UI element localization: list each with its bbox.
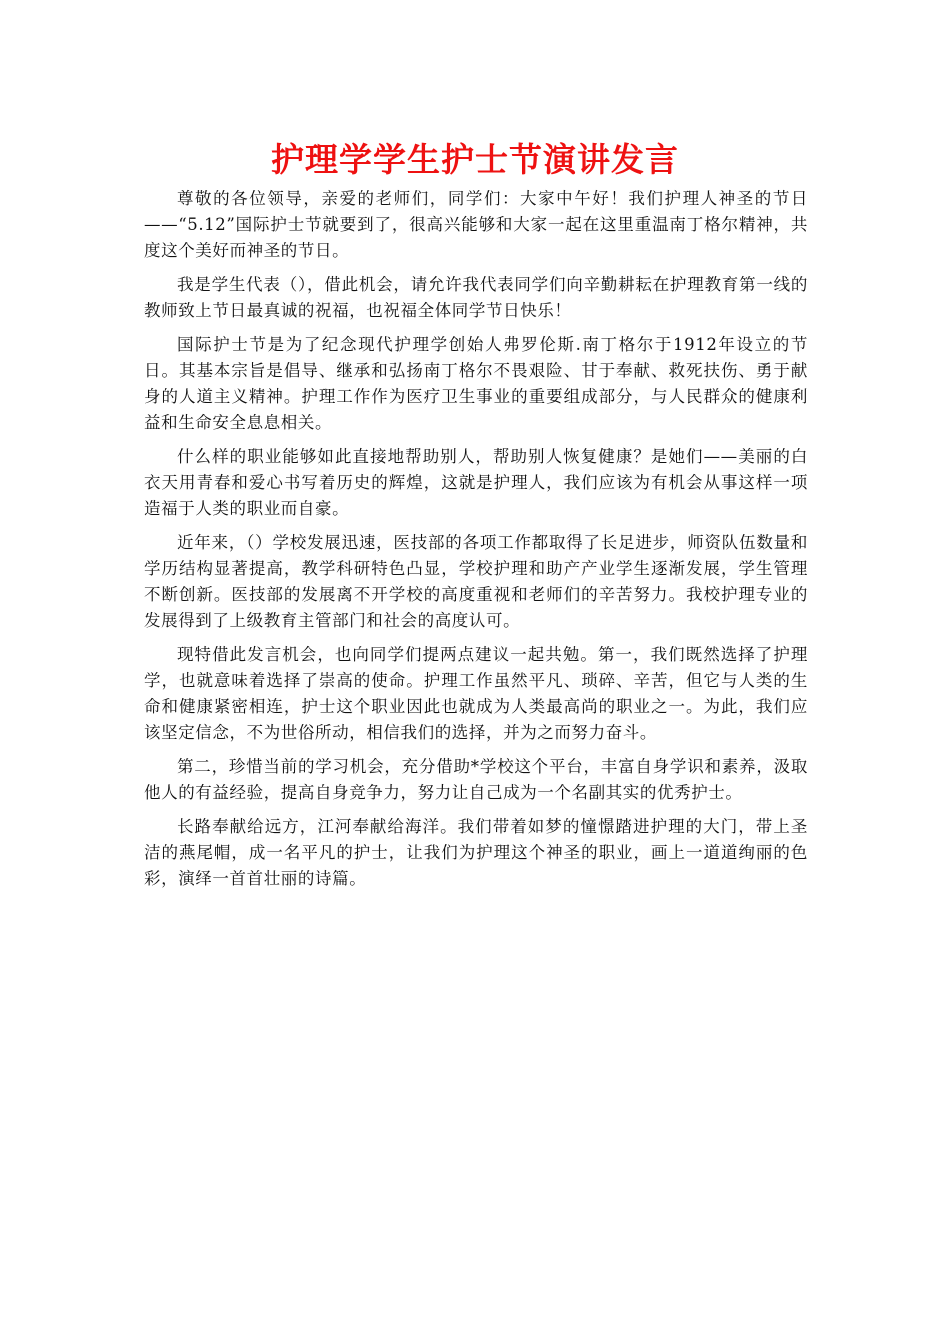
paragraph-closing: 长路奉献给远方，江河奉献给海洋。我们带着如梦的憧憬踏进护理的大门，带上圣洁的燕尾帽，成一名平凡的护士，让我们为护理这个神圣的职业，画上一道道绚丽的色彩，演绎一首首壮丽的诗篇。 <box>144 817 808 888</box>
paragraph-nurses-day-origin: 国际护士节是为了纪念现代护理学创始人弗罗伦斯.南丁格尔于1912年设立的节日。其基本宗旨是倡导、继承和弘扬南丁格尔不畏艰险、甘于奉献、救死扶伤、勇于献身的人道主义精神。护理工作作为医疗卫生事业的重要组成部分，与人民群众的健康利益和生命安全息息相关。 <box>144 335 808 432</box>
paragraph-greeting: 尊敬的各位领导，亲爱的老师们，同学们：大家中午好！我们护理人神圣的节日——“5.12”国际护士节就要到了，很高兴能够和大家一起在这里重温南丁格尔精神，共度这个美好而神圣的节日。 <box>144 189 808 260</box>
paragraph-school-development: 近年来，（）学校发展迅速，医技部的各项工作都取得了长足进步，师资队伍数量和学历结构显著提高，教学科研特色凸显，学校护理和助产产业学生逐渐发展，学生管理不断创新。医技部的发展离不开学校的高度重视和老师们的辛苦努力。我校护理专业的发展得到了上级教育主管部门和社会的高度认可。 <box>144 533 808 630</box>
paragraph-profession: 什么样的职业能够如此直接地帮助别人，帮助别人恢复健康？是她们——美丽的白衣天用青春和爱心书写着历史的辉煌，这就是护理人，我们应该为有机会从事这样一项造福于人类的职业而自豪。 <box>144 447 808 518</box>
paragraph-representative: 我是学生代表（），借此机会，请允许我代表同学们向辛勤耕耘在护理教育第一线的教师致上节日最真诚的祝福，也祝福全体同学节日快乐！ <box>144 275 808 320</box>
document-body <box>144 186 808 900</box>
paragraph-suggestion-two: 第二，珍惜当前的学习机会，充分借助*学校这个平台，丰富自身学识和素养，汲取他人的有益经验，提高自身竞争力，努力让自己成为一个名副其实的优秀护士。 <box>144 757 808 802</box>
document-title: 护理学学生护士节演讲发言 <box>271 140 679 179</box>
paragraph-suggestion-one: 现特借此发言机会，也向同学们提两点建议一起共勉。第一，我们既然选择了护理学，也就意味着选择了崇高的使命。护理工作虽然平凡、琐碎、辛苦，但它与人类的生命和健康紧密相连，护士这个职业因此也就成为人类最高尚的职业之一。为此，我们应该坚定信念，不为世俗所动，相信我们的选择，并为之而努力奋斗。 <box>144 645 808 742</box>
